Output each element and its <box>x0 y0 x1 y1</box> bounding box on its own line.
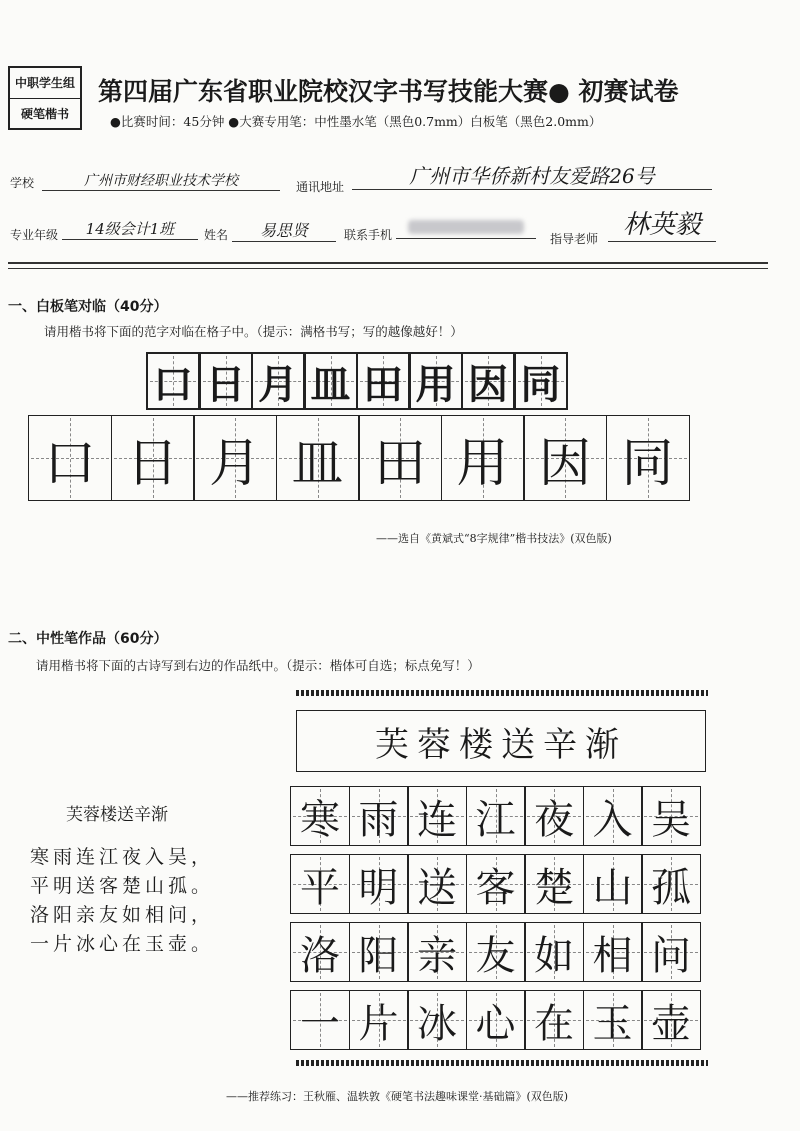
section1-instruction: 请用楷书将下面的范字对临在格子中。（提示：满格书写；写的越像越好！） <box>44 324 463 339</box>
grade-field[interactable]: 14级会计1班 <box>62 218 198 240</box>
paper-cell[interactable]: 壶 <box>641 990 701 1050</box>
exam-subtitle: ●比赛时间：45分钟 ●大赛专用笔：中性墨水笔（黑色0.7mm）白板笔（黑色2.0mm） <box>110 114 602 129</box>
paper-cell[interactable]: 吴 <box>641 786 701 846</box>
paper-cell[interactable]: 片 <box>349 990 409 1050</box>
school-label: 学校 <box>10 176 35 190</box>
paper-cell[interactable]: 一 <box>290 990 350 1050</box>
paper-cell[interactable]: 问 <box>641 922 701 982</box>
model-cell: 皿 <box>304 352 358 410</box>
paper-cell[interactable]: 客 <box>466 854 526 914</box>
paper-cell[interactable]: 亲 <box>407 922 467 982</box>
practice-cell[interactable]: 月 <box>193 415 277 501</box>
paper-cell[interactable]: 平 <box>290 854 350 914</box>
paper-row <box>290 922 701 982</box>
teacher-field[interactable]: 林英毅 <box>608 204 716 242</box>
practice-cell[interactable]: 田 <box>358 415 442 501</box>
section1-heading: 一、白板笔对临（40分） <box>8 299 168 315</box>
recommend-text: ——推荐练习：王秋雁、温轶敦《硬笔书法趣味课堂·基础篇》(双色版) <box>226 1090 569 1103</box>
paper-cell[interactable]: 孤 <box>641 854 701 914</box>
paper-cell[interactable]: 雨 <box>349 786 409 846</box>
paper-cell[interactable]: 玉 <box>583 990 643 1050</box>
poem-line: 平明送客楚山孤。 <box>30 875 215 897</box>
paper-cell[interactable]: 寒 <box>290 786 350 846</box>
exam-title: 第四届广东省职业院校汉字书写技能大赛● 初赛试卷 <box>98 77 679 106</box>
paper-title-box[interactable] <box>296 710 706 772</box>
paper-cell[interactable]: 冰 <box>407 990 467 1050</box>
paper-cell[interactable]: 友 <box>466 922 526 982</box>
name-field[interactable]: 易思贤 <box>232 218 336 242</box>
paper-cell[interactable]: 入 <box>583 786 643 846</box>
paper-row <box>290 854 701 914</box>
paper-cell[interactable]: 洛 <box>290 922 350 982</box>
paper-cell[interactable]: 阳 <box>349 922 409 982</box>
model-cell: 田 <box>356 352 410 410</box>
poem-line: 洛阳亲友如相问， <box>30 904 215 926</box>
paper-cell[interactable]: 夜 <box>524 786 584 846</box>
practice-grid <box>28 415 690 501</box>
redacted-phone <box>408 220 524 234</box>
paper-cell[interactable]: 心 <box>466 990 526 1050</box>
school-field[interactable]: 广州市财经职业技术学校 <box>42 170 280 191</box>
paper-cell[interactable]: 江 <box>466 786 526 846</box>
model-cell: 月 <box>251 352 305 410</box>
practice-cell[interactable]: 口 <box>28 415 112 501</box>
badge-style: 硬笔楷书 <box>20 107 69 121</box>
practice-cell[interactable]: 用 <box>441 415 525 501</box>
model-cell: 因 <box>461 352 515 410</box>
teacher-label: 指导老师 <box>550 232 599 246</box>
model-cell: 用 <box>409 352 463 410</box>
model-grid <box>146 352 568 410</box>
phone-label: 联系手机 <box>344 228 393 242</box>
poem-line: 寒雨连江夜入吴， <box>30 846 215 868</box>
paper-cell[interactable]: 送 <box>407 854 467 914</box>
model-cell: 口 <box>146 352 200 410</box>
poem-text <box>30 800 214 959</box>
address-field[interactable]: 广州市华侨新村友爱路26号 <box>352 160 712 190</box>
paper-border-bottom <box>296 1060 708 1066</box>
paper-border-top <box>296 690 708 696</box>
section2-instruction: 请用楷书将下面的古诗写到右边的作品纸中。（提示：楷体可自选；标点免写！） <box>36 658 480 673</box>
section1-source: ——选自《黄斌式“8字规律”楷书技法》(双色版) <box>376 532 612 545</box>
divider-top <box>8 262 768 264</box>
section2-heading: 二、中性笔作品（60分） <box>8 631 168 647</box>
divider-top-thin <box>8 268 768 269</box>
name-label: 姓名 <box>204 228 229 242</box>
paper-cell[interactable]: 连 <box>407 786 467 846</box>
practice-cell[interactable]: 日 <box>111 415 195 501</box>
address-label: 通讯地址 <box>296 180 345 194</box>
paper-cell[interactable]: 山 <box>583 854 643 914</box>
practice-cell[interactable]: 因 <box>523 415 607 501</box>
paper-cell[interactable]: 明 <box>349 854 409 914</box>
model-cell: 同 <box>514 352 568 410</box>
paper-cell[interactable]: 如 <box>524 922 584 982</box>
paper-title: 芙蓉楼送辛渐 <box>375 724 627 765</box>
paper-row <box>290 786 701 846</box>
category-badge <box>8 66 82 130</box>
grade-label: 专业年级 <box>10 228 59 242</box>
poem-line: 一片冰心在玉壶。 <box>30 933 215 955</box>
model-cell: 日 <box>199 352 253 410</box>
badge-group: 中职学生组 <box>10 68 80 99</box>
paper-cell[interactable]: 在 <box>524 990 584 1050</box>
paper-cell[interactable]: 楚 <box>524 854 584 914</box>
paper-row <box>290 990 701 1050</box>
practice-cell[interactable]: 同 <box>606 415 690 501</box>
practice-cell[interactable]: 皿 <box>276 415 360 501</box>
poem-title: 芙蓉楼送辛渐 <box>66 805 168 825</box>
paper-cell[interactable]: 相 <box>583 922 643 982</box>
phone-field[interactable] <box>396 218 536 239</box>
